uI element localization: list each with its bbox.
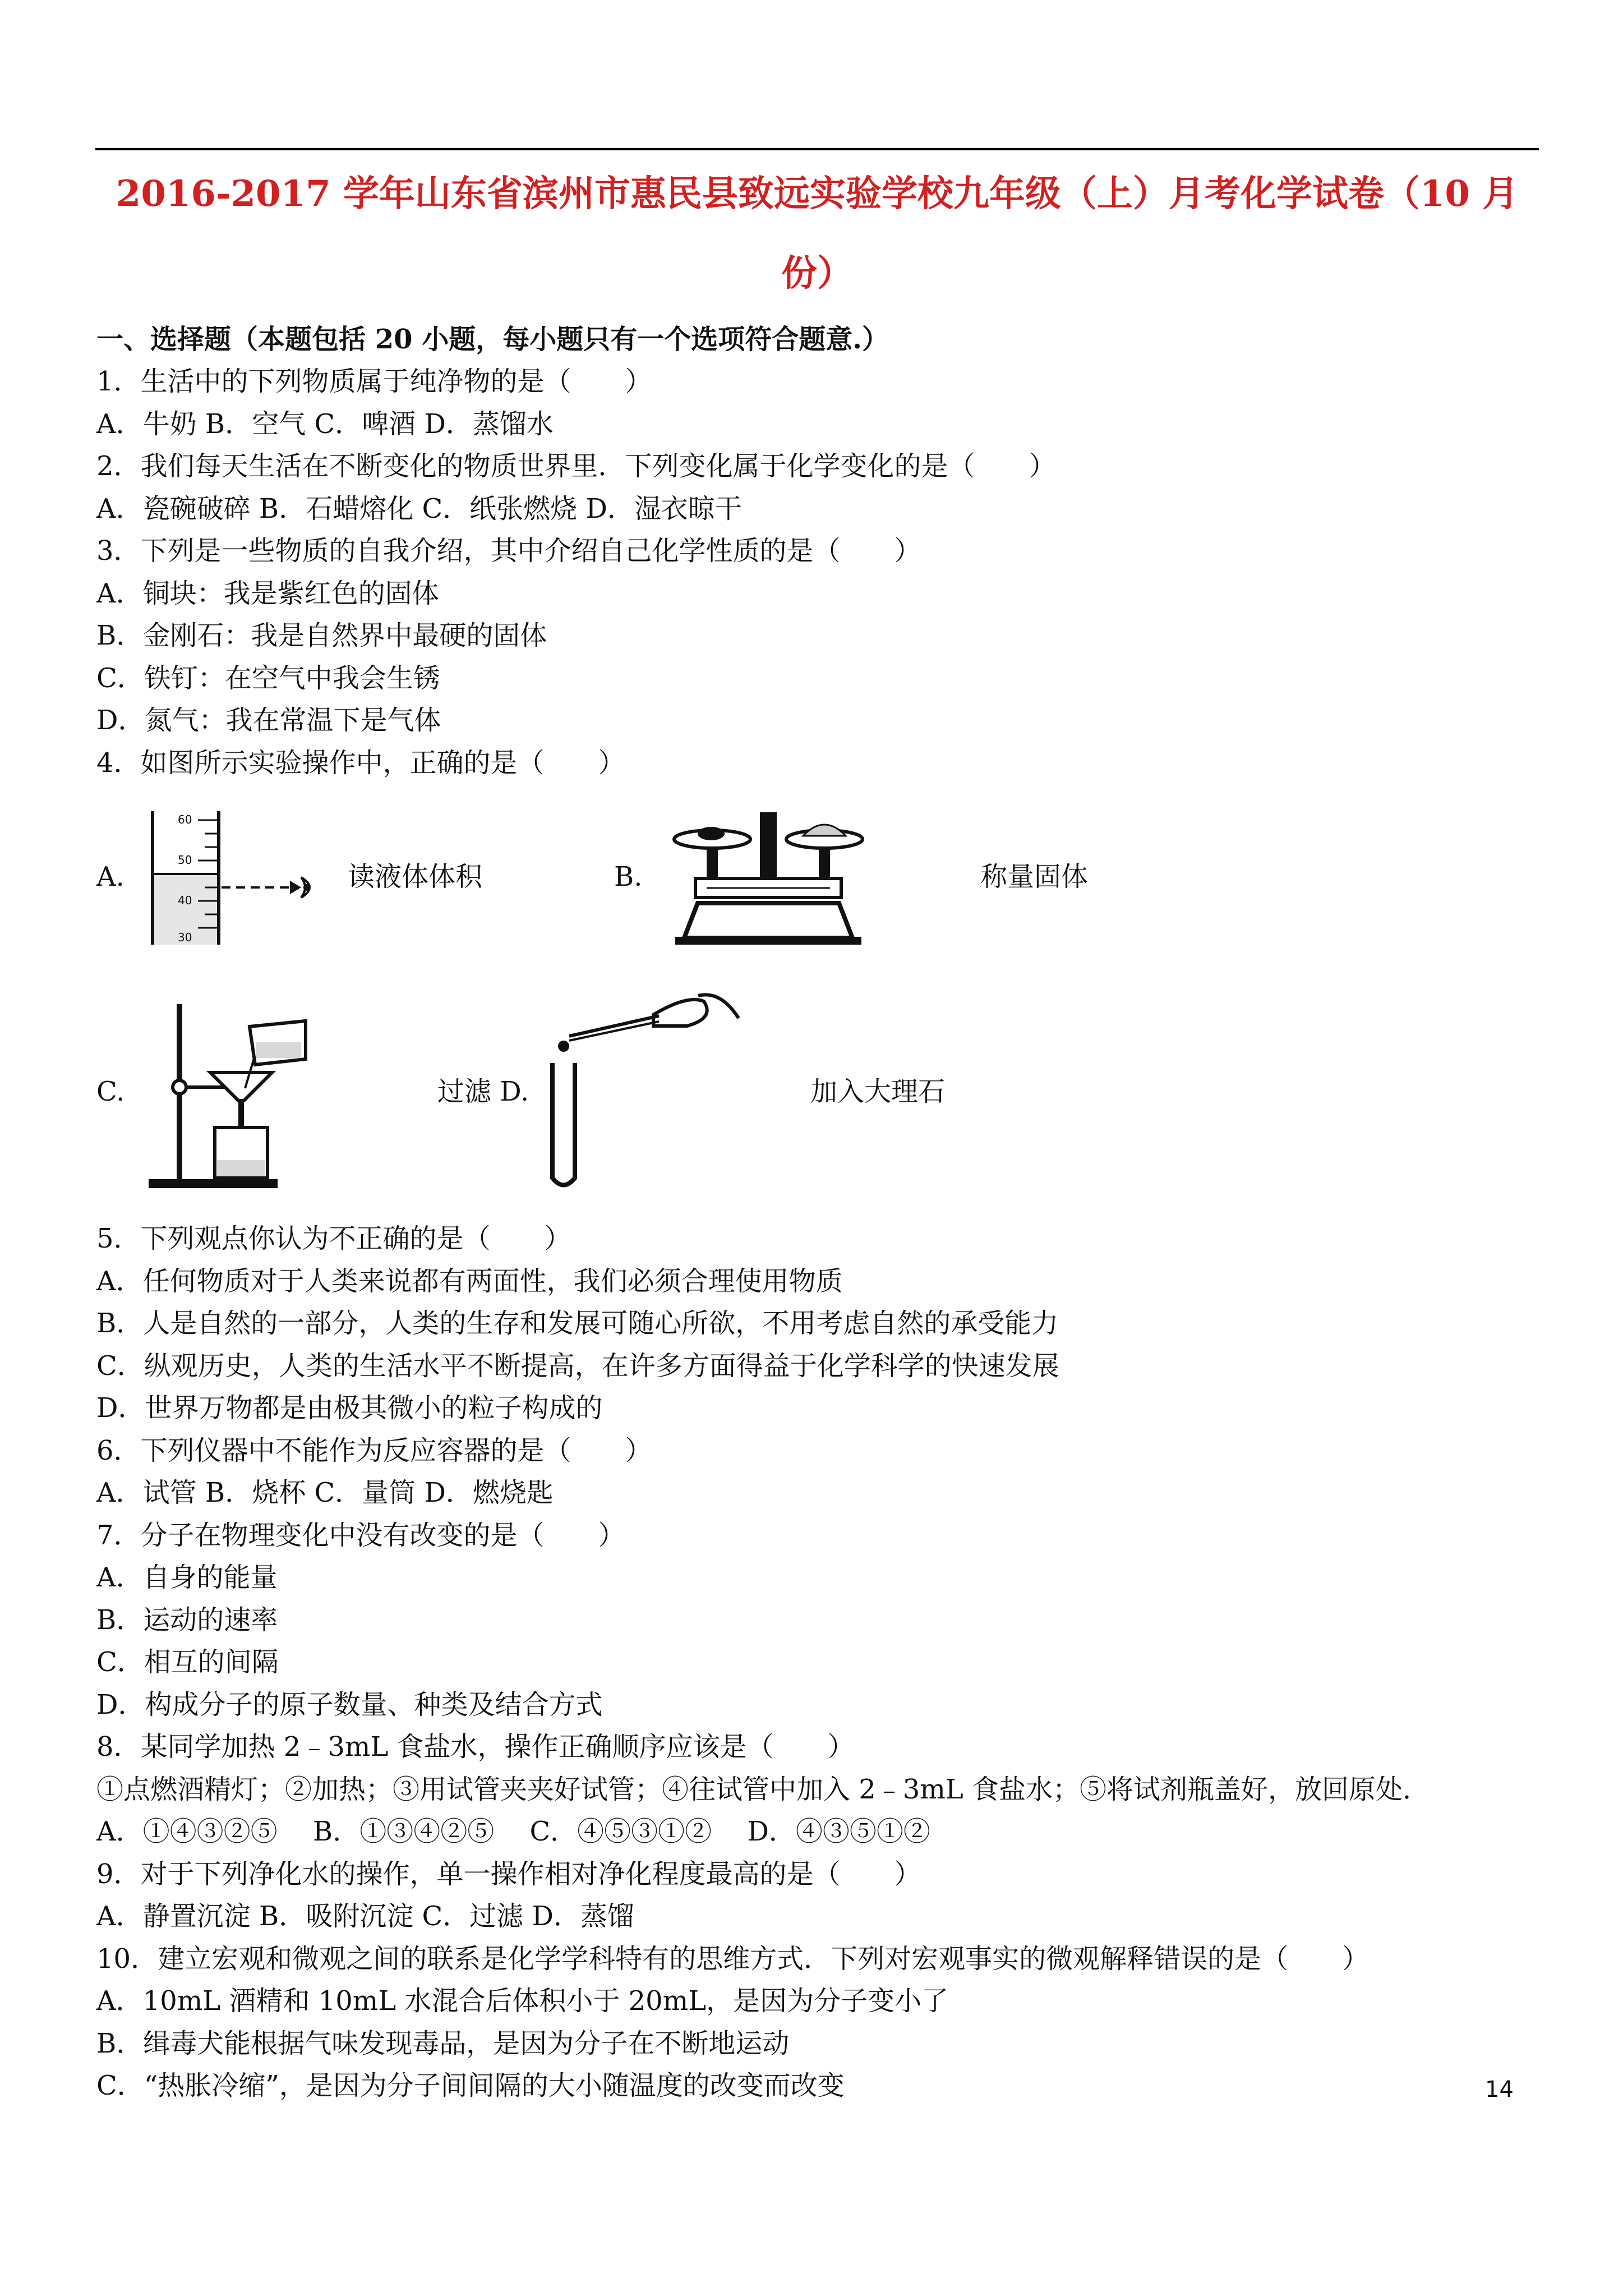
question-line: C．相互的间隔 <box>96 1646 279 1678</box>
question-line: ①点燃酒精灯；②加热；③用试管夹夹好试管；④往试管中加入 2﹣3mL 食盐水；⑤将试剂瓶盖好，放回原处． <box>96 1774 1430 1805</box>
question-line: D．世界万物都是由极其微小的粒子构成的 <box>96 1392 603 1424</box>
question-line: B．人是自然的一部分，人类的生存和发展可随心所欲，不用考虑自然的承受能力 <box>96 1308 1059 1339</box>
question-line: D．构成分子的原子数量、种类及结合方式 <box>96 1689 603 1720</box>
question-line: 6．下列仪器中不能作为反应容器的是（ ） <box>96 1435 652 1466</box>
header-rule <box>95 148 1539 150</box>
question-line: 8．某同学加热 2﹣3mL 食盐水，操作正确顺序应该是（ ） <box>96 1731 855 1763</box>
tick-label-30: 30 <box>178 931 192 944</box>
option-a-caption: 读液体体积 <box>348 861 483 892</box>
question-line: A．试管 B．烧杯 C．量筒 D．燃烧匙 <box>96 1477 554 1508</box>
question-line: A．10mL 酒精和 10mL 水混合后体积小于 20mL，是因为分子变小了 <box>96 1985 949 2017</box>
exam-title-line-1: 2016-2017 学年山东省滨州市惠民县致远实验学校九年级（上）月考化学试卷（10 月 <box>116 173 1519 215</box>
tick-label-60: 60 <box>178 813 192 826</box>
question-line: 3．下列是一些物质的自我介绍，其中介绍自己化学性质的是（ ） <box>96 535 921 567</box>
option-d-caption: 加入大理石 <box>810 1076 946 1107</box>
exam-title-line-2: 份） <box>781 252 853 295</box>
cylinder-reading-figure <box>143 808 322 948</box>
page-number: 14 <box>1485 2077 1514 2102</box>
question-line: B．金刚石：我是自然界中最硬的固体 <box>96 620 547 651</box>
section-heading: 一、选择题（本题包括 20 小题，每小题只有一个选项符合题意.） <box>96 324 889 355</box>
question-line: A．静置沉淀 B．吸附沉淀 C．过滤 D．蒸馏 <box>96 1901 634 1932</box>
question-line: 5．下列观点你认为不正确的是（ ） <box>96 1223 571 1254</box>
question-line: A．任何物质对于人类来说都有两面性，我们必须合理使用物质 <box>96 1266 843 1297</box>
question-line: A．瓷碗破碎 B．石蜡熔化 C．纸张燃烧 D．湿衣晾干 <box>96 493 742 524</box>
tick-label-50: 50 <box>178 853 192 867</box>
test-tube-marble-figure <box>519 984 743 1198</box>
question-line: B．缉毒犬能根据气味发现毒品，是因为分子在不断地运动 <box>96 2028 790 2059</box>
question-line: A．自身的能量 <box>96 1562 278 1593</box>
option-c-caption: 过滤 D. <box>437 1076 529 1107</box>
question-line: 1．生活中的下列物质属于纯净物的是（ ） <box>96 366 652 397</box>
filtration-figure <box>143 999 334 1192</box>
question-line: C．纵观历史，人类的生活水平不断提高，在许多方面得益于化学科学的快速发展 <box>96 1350 1059 1382</box>
option-b-caption: 称量固体 <box>980 861 1089 892</box>
option-a-letter: A. <box>96 861 125 892</box>
tick-label-40: 40 <box>178 894 192 907</box>
question-line: 4．如图所示实验操作中，正确的是（ ） <box>96 747 625 779</box>
question-line: 9．对于下列净化水的操作，单一操作相对净化程度最高的是（ ） <box>96 1858 921 1890</box>
question-line: C．“热胀冷缩”，是因为分子间间隔的大小随温度的改变而改变 <box>96 2070 845 2101</box>
balance-figure <box>662 808 875 948</box>
option-b-letter: B. <box>614 861 643 892</box>
question-line: 2．我们每天生活在不断变化的物质世界里．下列变化属于化学变化的是（ ） <box>96 450 1056 482</box>
question-line: D．氮气：我在常温下是气体 <box>96 705 441 736</box>
question-line: A．①④③②⑤ B．①③④②⑤ C．④⑤③①② D．④③⑤①② <box>96 1816 930 1847</box>
question-line: A．牛奶 B．空气 C．啤酒 D．蒸馏水 <box>96 408 554 440</box>
question-line: C．铁钉：在空气中我会生锈 <box>96 662 440 694</box>
question-line: 10．建立宏观和微观之间的联系是化学学科特有的思维方式．下列对宏观事实的微观解释错误的是（ ） <box>96 1943 1370 1975</box>
question-line: 7．分子在物理变化中没有改变的是（ ） <box>96 1520 625 1551</box>
question-line: A．铜块：我是紫红色的固体 <box>96 578 439 609</box>
option-c-letter: C. <box>96 1076 125 1107</box>
question-line: B．运动的速率 <box>96 1604 278 1636</box>
